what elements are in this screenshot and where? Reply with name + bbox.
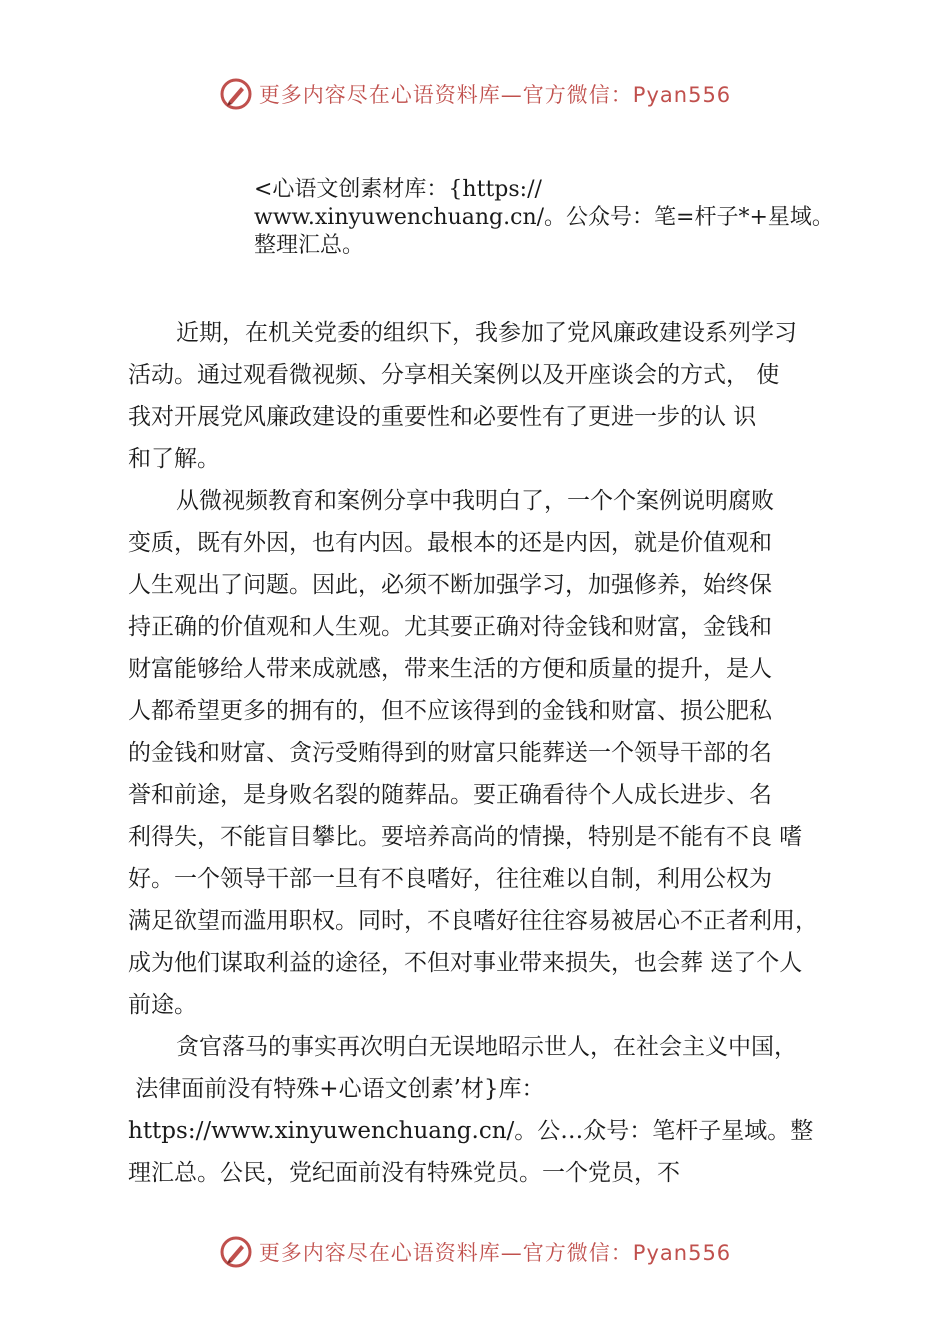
- paragraph-2-line: 誉和前途，是身败名裂的随葬品。要正确看待个人成长进步、名: [128, 782, 772, 808]
- paragraph-1-line: 和了解。: [128, 446, 220, 472]
- paragraph-2-line: 成为他们谋取利益的途径，不但对事业带来损失，也会葬 送了个人: [128, 950, 803, 976]
- footer-banner: [0, 1232, 950, 1272]
- paragraph-3-line: 法律面前没有特殊+心语文创素’材}库：: [128, 1076, 545, 1102]
- pen-logo-icon: [219, 77, 253, 111]
- source-note: [254, 176, 854, 260]
- paragraph-2-line: 持正确的价值观和人生观。尤其要正确对待金钱和财富，金钱和: [128, 614, 772, 640]
- paragraph-3-line: 理汇总。公民，党纪面前没有特殊党员。一个党员，不: [128, 1160, 680, 1186]
- paragraph-2-line: 前途。: [128, 992, 197, 1018]
- paragraph-1-line: 活动。通过观看微视频、分享相关案例以及开座谈会的方式， 使: [128, 362, 780, 388]
- source-note-line: www.xinyuwenchuang.cn/。公众号：笔=杆子*+星域。: [254, 205, 834, 230]
- paragraph-2-line: 利得失，不能盲目攀比。要培养高尚的情操，特别是不能有不良 嗜: [128, 824, 803, 850]
- paragraph-2-line: 从微视频教育和案例分享中我明白了，一个个案例说明腐败: [176, 488, 774, 514]
- banner-text: 更多内容尽在心语资料库—官方微信：Pyan556: [258, 1241, 732, 1265]
- banner-text: 更多内容尽在心语资料库—官方微信：Pyan556: [258, 83, 732, 107]
- paragraph-2-line: 财富能够给人带来成就感，带来生活的方便和质量的提升，是人: [128, 656, 772, 682]
- pen-logo-icon: [219, 1235, 253, 1269]
- paragraph-3-line: https://www.xinyuwenchuang.cn/。公…众号：笔杆子星域。整: [128, 1118, 814, 1144]
- paragraph-2-line: 满足欲望而滥用职权。同时，不良嗜好往往容易被居心不正者利用，: [128, 908, 818, 934]
- paragraph-3-line: 贪官落马的事实再次明白无误地昭示世人，在社会主义中国，: [176, 1034, 797, 1060]
- paragraph-2-line: 人生观出了问题。因此，必须不断加强学习，加强修养，始终保: [128, 572, 772, 598]
- source-note-line: 整理汇总。: [254, 233, 365, 258]
- paragraph-1-line: 我对开展党风廉政建设的重要性和必要性有了更进一步的认 识: [128, 404, 757, 430]
- paragraph-2-line: 人都希望更多的拥有的，但不应该得到的金钱和财富、损公肥私: [128, 698, 772, 724]
- document-body: [128, 312, 840, 1194]
- paragraph-2-line: 变质，既有外因，也有内因。最根本的还是内因，就是价值观和: [128, 530, 772, 556]
- header-banner: [0, 74, 950, 114]
- paragraph-1-line: 近期，在机关党委的组织下，我参加了党风廉政建设系列学习: [176, 320, 797, 346]
- paragraph-2-line: 好。一个领导干部一旦有不良嗜好，往往难以自制，利用公权为: [128, 866, 772, 892]
- paragraph-2-line: 的金钱和财富、贪污受贿得到的财富只能葬送一个领导干部的名: [128, 740, 772, 766]
- source-note-line: <心语文创素材库：{https://: [254, 177, 542, 202]
